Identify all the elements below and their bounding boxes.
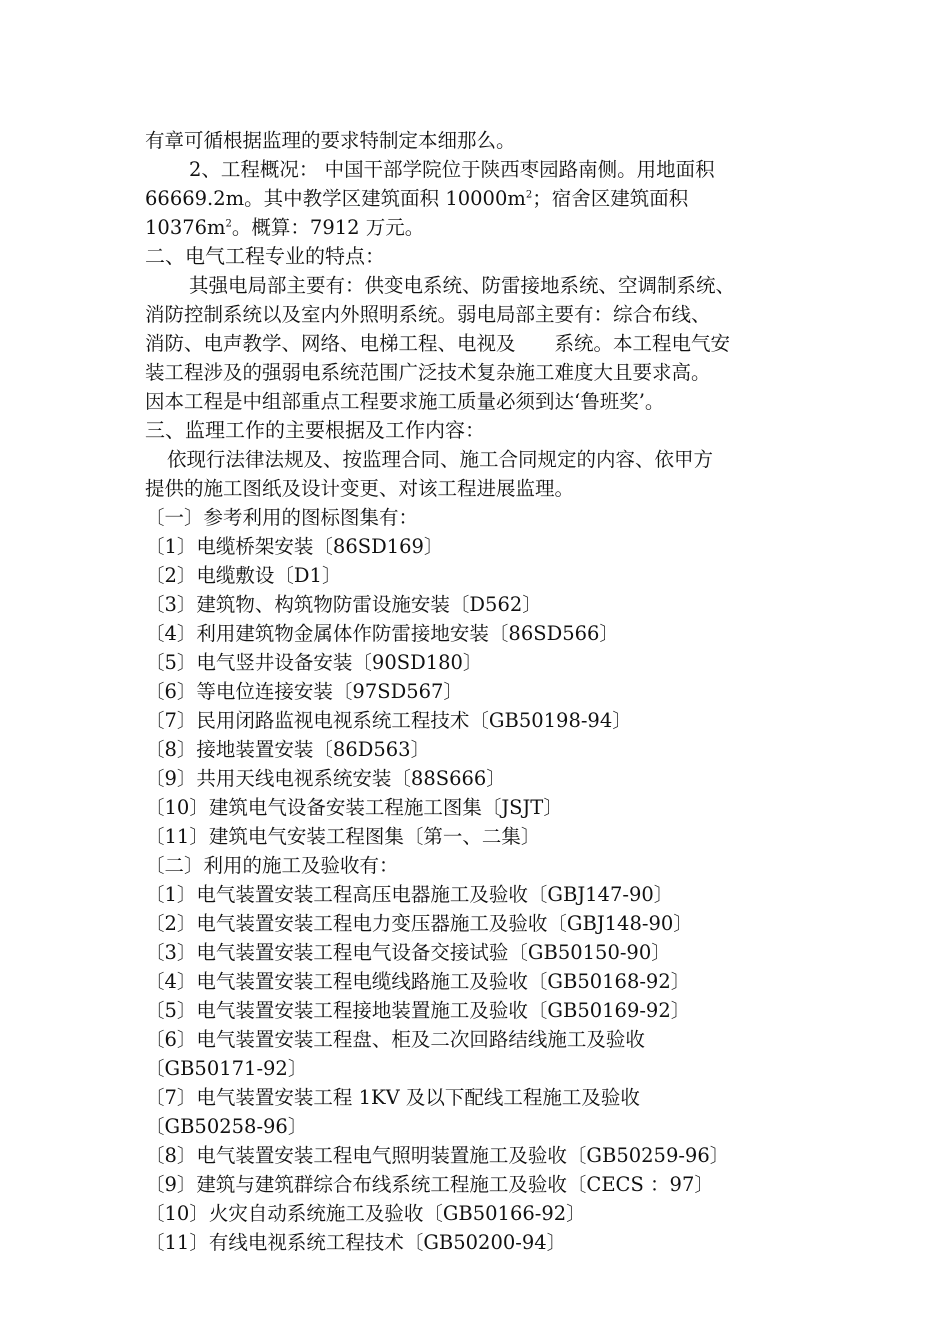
list-item: 〔2〕电气装置安装工程电力变压器施工及验收〔GBJ148-90〕 (145, 912, 693, 935)
list-item: 〔3〕电气装置安装工程电气设备交接试验〔GB50150-90〕 (145, 941, 671, 964)
list-item: 〔9〕建筑与建筑群综合布线系统工程施工及验收〔CECS ：97〕 (145, 1173, 714, 1196)
section3-line: 提供的施工图纸及设计变更、对该工程进展监理。 (145, 477, 575, 500)
section3-line: 依现行法律法规及、按监理合同、施工合同规定的内容、依甲方 (167, 448, 714, 471)
list-item: 〔8〕接地装置安装〔86D563〕 (145, 738, 431, 761)
list-item: 〔6〕等电位连接安装〔97SD567〕 (145, 680, 463, 703)
list-item: 〔4〕电气装置安装工程电缆线路施工及验收〔GB50168-92〕 (145, 970, 691, 993)
section2-line: 其强电局部主要有：供变电系统、防雷接地系统、空调制系统、 (189, 274, 736, 297)
superscript: 2 (525, 189, 533, 201)
overview-line-3 (145, 213, 835, 242)
overview-line-2-a: 66669.2m。其中教学区建筑面积 10000m (145, 187, 526, 210)
overview-line-2 (145, 184, 835, 213)
list-item: 〔7〕电气装置安装工程 1KV 及以下配线工程施工及验收 (145, 1086, 640, 1109)
list-item: 〔11〕建筑电气安装工程图集〔第一、二集〕 (145, 825, 541, 848)
section2-line: 消防、电声教学、网络、电梯工程、电视及 系统。本工程电气安 (145, 332, 731, 355)
list-item: 〔8〕电气装置安装工程电气照明装置施工及验收〔GB50259-96〕 (145, 1144, 730, 1167)
list-item: 〔GB50258-96〕 (145, 1115, 308, 1138)
section2-line: 消防控制系统以及室内外照明系统。弱电局部主要有：综合布线、 (145, 303, 711, 326)
list-item: 〔10〕火灾自动系统施工及验收〔GB50166-92〕 (145, 1202, 586, 1225)
section-heading-2: 二、电气工程专业的特点： (145, 244, 385, 268)
overview-line-3-a: 10376m (145, 216, 226, 239)
list-item: 〔7〕民用闭路监视电视系统工程技术〔GB50198-94〕 (145, 709, 632, 732)
intro-line: 有章可循根据监理的要求特制定本细那么。 (145, 129, 516, 152)
list-item: 〔5〕电气装置安装工程接地装置施工及验收〔GB50169-92〕 (145, 999, 691, 1022)
section-heading-3: 三、监理工作的主要根据及工作内容： (145, 418, 485, 442)
acceptance-heading: 〔二〕利用的施工及验收有： (145, 854, 399, 877)
overview-line-2-b: ；宿舍区建筑面积 (532, 187, 689, 210)
list-item: 〔2〕电缆敷设〔D1〕 (145, 564, 342, 587)
list-item: 〔6〕电气装置安装工程盘、柜及二次回路结线施工及验收 (145, 1028, 645, 1051)
list-item: 〔11〕有线电视系统工程技术〔GB50200-94〕 (145, 1231, 567, 1254)
list-item: 〔10〕建筑电气设备安装工程施工图集〔JSJT〕 (145, 796, 563, 819)
list-item: 〔3〕建筑物、构筑物防雷设施安装〔D562〕 (145, 593, 542, 616)
overview-line-3-b: 。概算：7912 万元。 (231, 216, 425, 239)
overview-line-1: 2、工程概况： 中国干部学院位于陕西枣园路南侧。用地面积 (189, 158, 715, 181)
atlas-heading: 〔一〕参考利用的图标图集有： (145, 506, 419, 529)
superscript: 2 (225, 218, 232, 230)
section2-line: 因本工程是中组部重点工程要求施工质量必须到达‘鲁班奖’。 (145, 390, 665, 413)
section2-line: 装工程涉及的强弱电系统范围广泛技术复杂施工难度大且要求高。 (145, 361, 711, 384)
document-body (145, 126, 835, 1257)
list-item: 〔9〕共用天线电视系统安装〔88S666〕 (145, 767, 506, 790)
list-item: 〔5〕电气竖井设备安装〔90SD180〕 (145, 651, 483, 674)
list-item: 〔GB50171-92〕 (145, 1057, 308, 1080)
list-item: 〔1〕电气装置安装工程高压电器施工及验收〔GBJ147-90〕 (145, 883, 674, 906)
list-item: 〔4〕利用建筑物金属体作防雷接地安装〔86SD566〕 (145, 622, 619, 645)
list-item: 〔1〕电缆桥架安装〔86SD169〕 (145, 535, 444, 558)
